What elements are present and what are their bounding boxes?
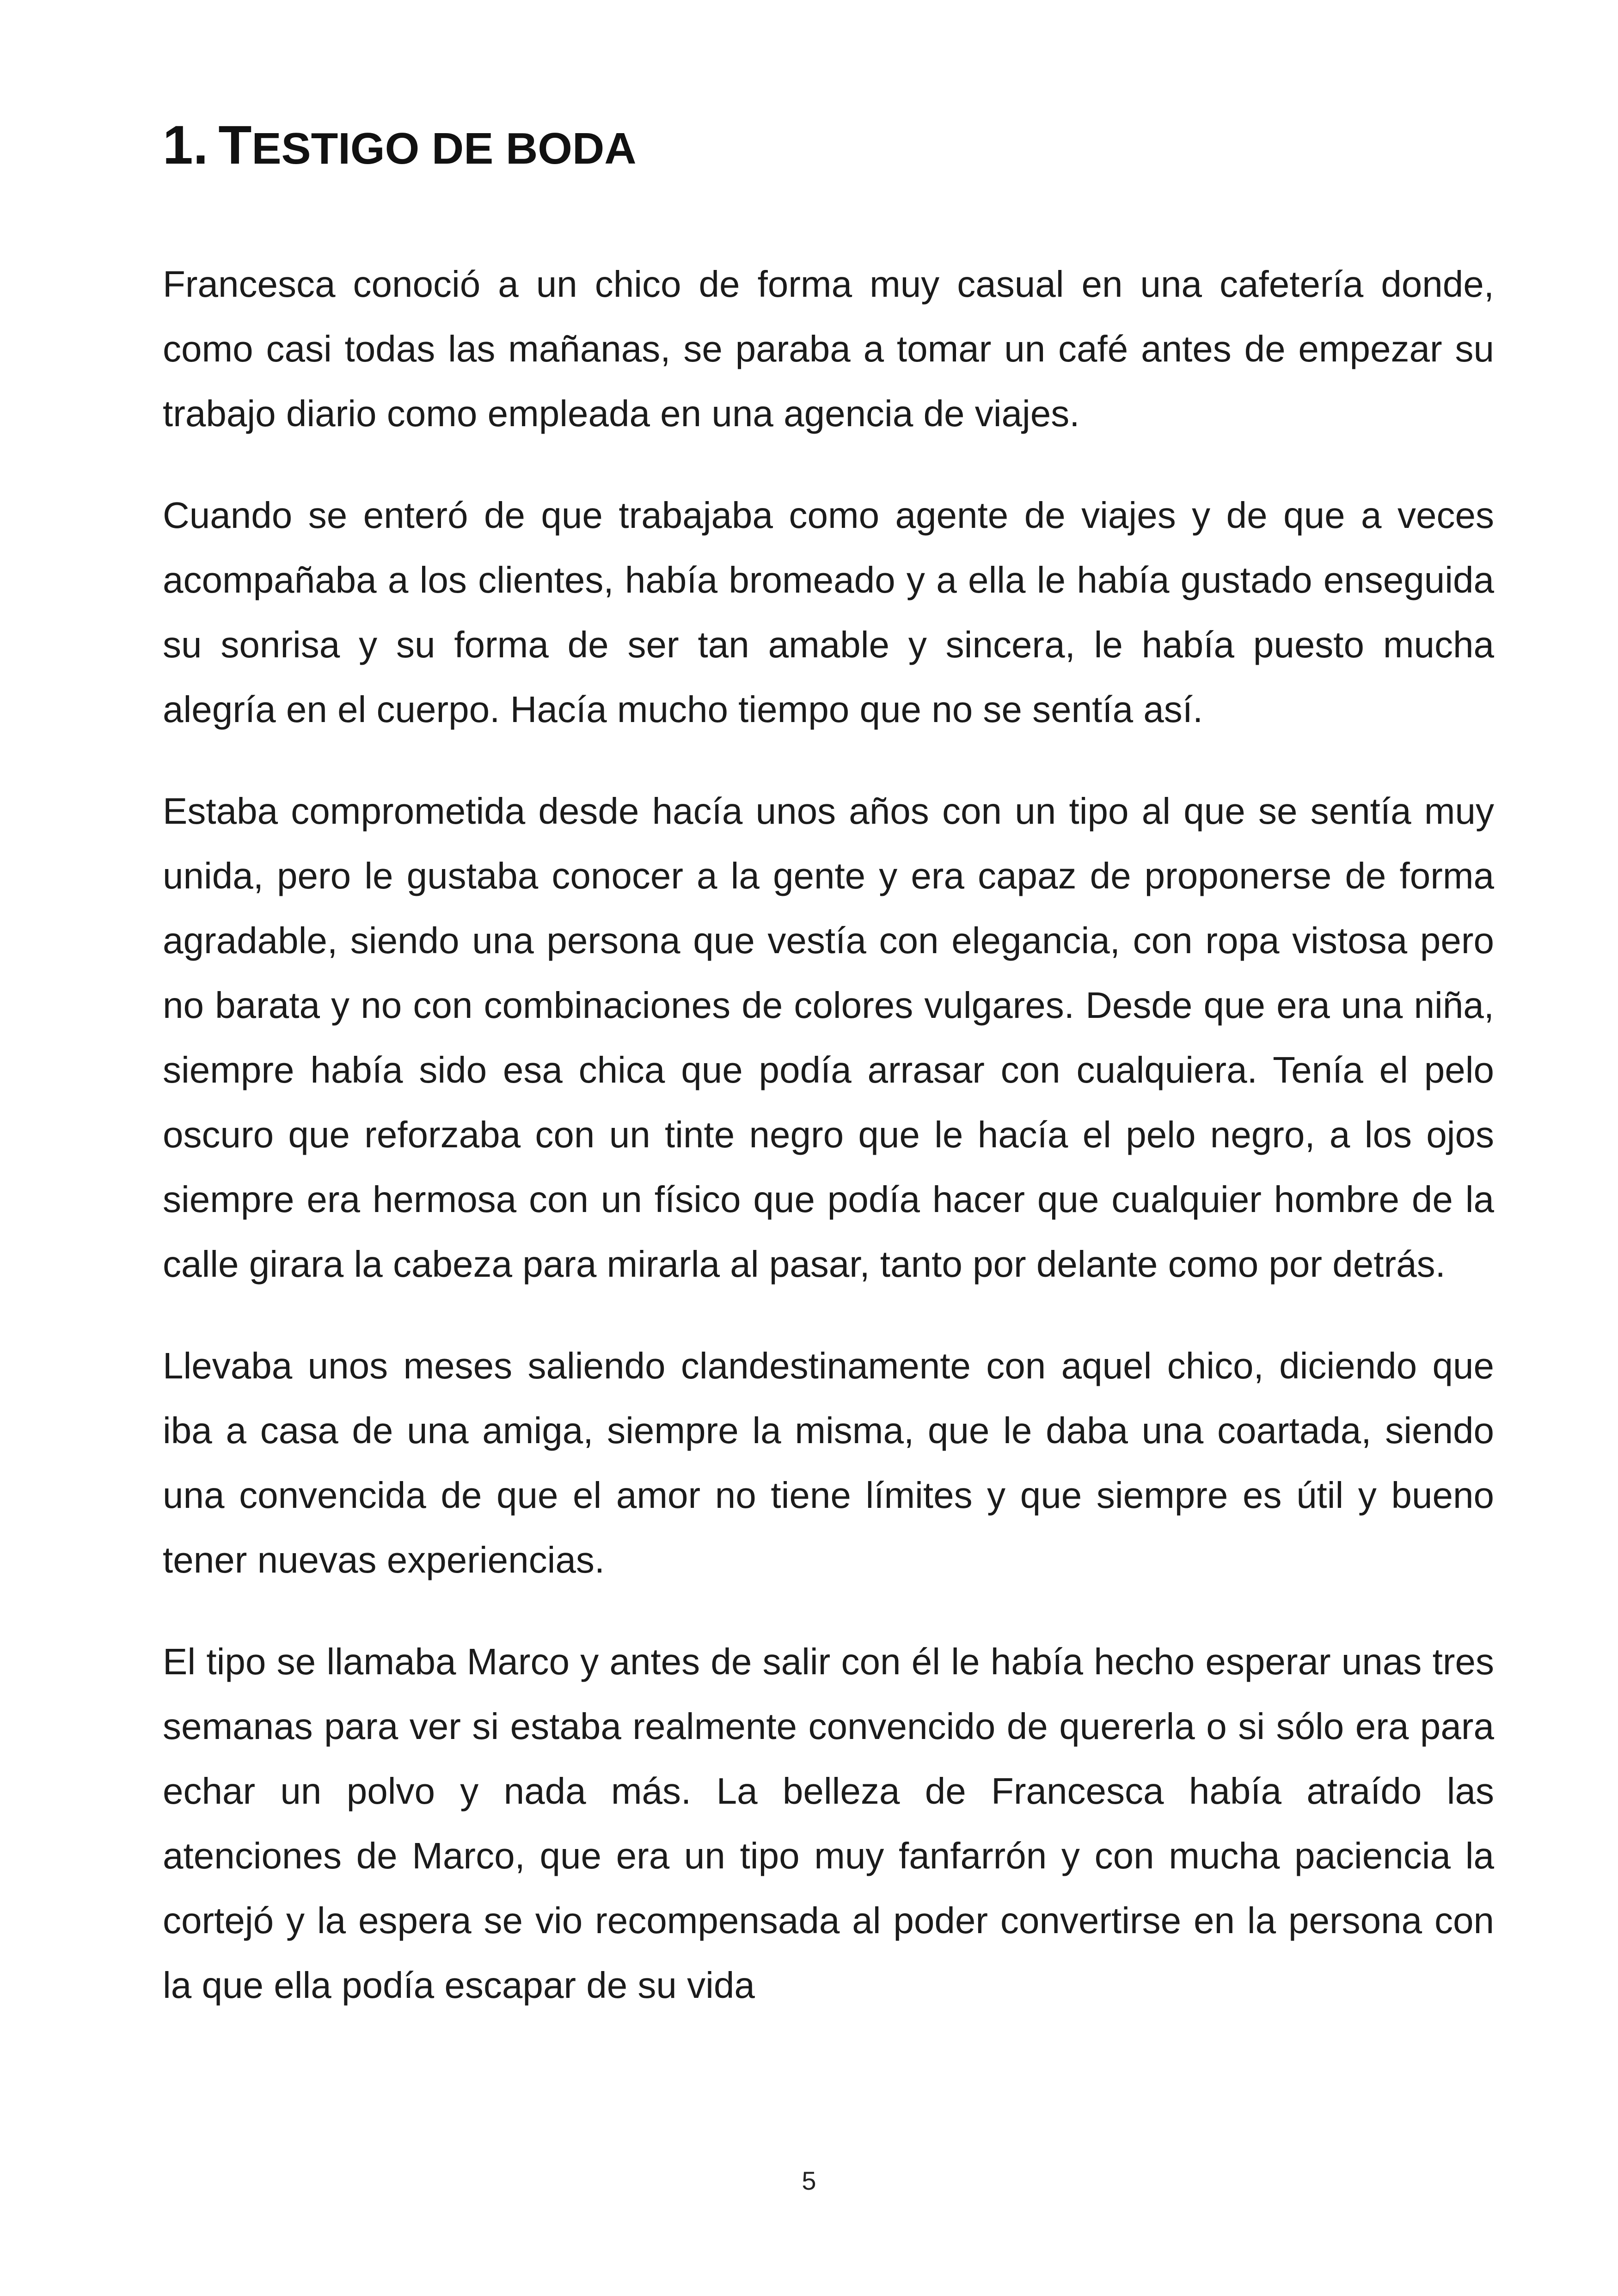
chapter-body bbox=[163, 252, 1494, 2055]
chapter-number: 1. bbox=[163, 115, 208, 176]
paragraph-2: Cuando se enteró de que trabajaba como agente de viajes y de que a veces acompañaba a los clientes, había bromeado y a ella le había gustado enseguida su sonrisa y su forma de ser tan amable y sincera, le había puesto mucha alegría en el cuerpo. Hacía mucho tiempo que no se sentía así. bbox=[163, 495, 1494, 730]
chapter-title bbox=[163, 115, 637, 176]
page-number: 5 bbox=[802, 2166, 816, 2195]
chapter-title-initial: T bbox=[218, 115, 252, 176]
paragraph-3: Estaba comprometida desde hacía unos años con un tipo al que se sentía muy unida, pero le gustaba conocer a la gente y era capaz de proponerse de forma agradable, siendo una persona que vestía con elegancia, con ropa vistosa pero no barata y no con combinaciones de colores vulgares. Desde que era una niña, siempre había sido esa chica que podía arrasar con cualquiera. Tenía el pelo oscuro que reforzaba con un tinte negro que le hacía el pelo negro, a los ojos siempre era hermosa con un físico que podía hacer que cualquier hombre de la calle girara la cabeza para mirarla al pasar, tanto por delante como por detrás. bbox=[163, 790, 1494, 1285]
chapter-title-rest: ESTIGO DE BODA bbox=[251, 124, 637, 173]
paragraph-4: Llevaba unos meses saliendo clandestinamente con aquel chico, diciendo que iba a casa de una amiga, siempre la misma, que le daba una coartada, siendo una convencida de que el amor no tiene límites y que siempre es útil y bueno tener nuevas experiencias. bbox=[163, 1345, 1494, 1580]
paragraph-1: Francesca conoció a un chico de forma muy casual en una cafetería donde, como casi todas las mañanas, se paraba a tomar un café antes de empezar su trabajo diario como empleada en una agencia de viajes. bbox=[163, 263, 1494, 434]
paragraph-5: El tipo se llamaba Marco y antes de salir con él le había hecho esperar unas tres semanas para ver si estaba realmente convencido de quererla o si sólo era para echar un polvo y nada más. La belleza de Francesca había atraído las atenciones de Marco, que era un tipo muy fanfarrón y con mucha paciencia la cortejó y la espera se vio recompensada al poder convertirse en la persona con la que ella podía escapar de su vida bbox=[163, 1641, 1494, 2006]
